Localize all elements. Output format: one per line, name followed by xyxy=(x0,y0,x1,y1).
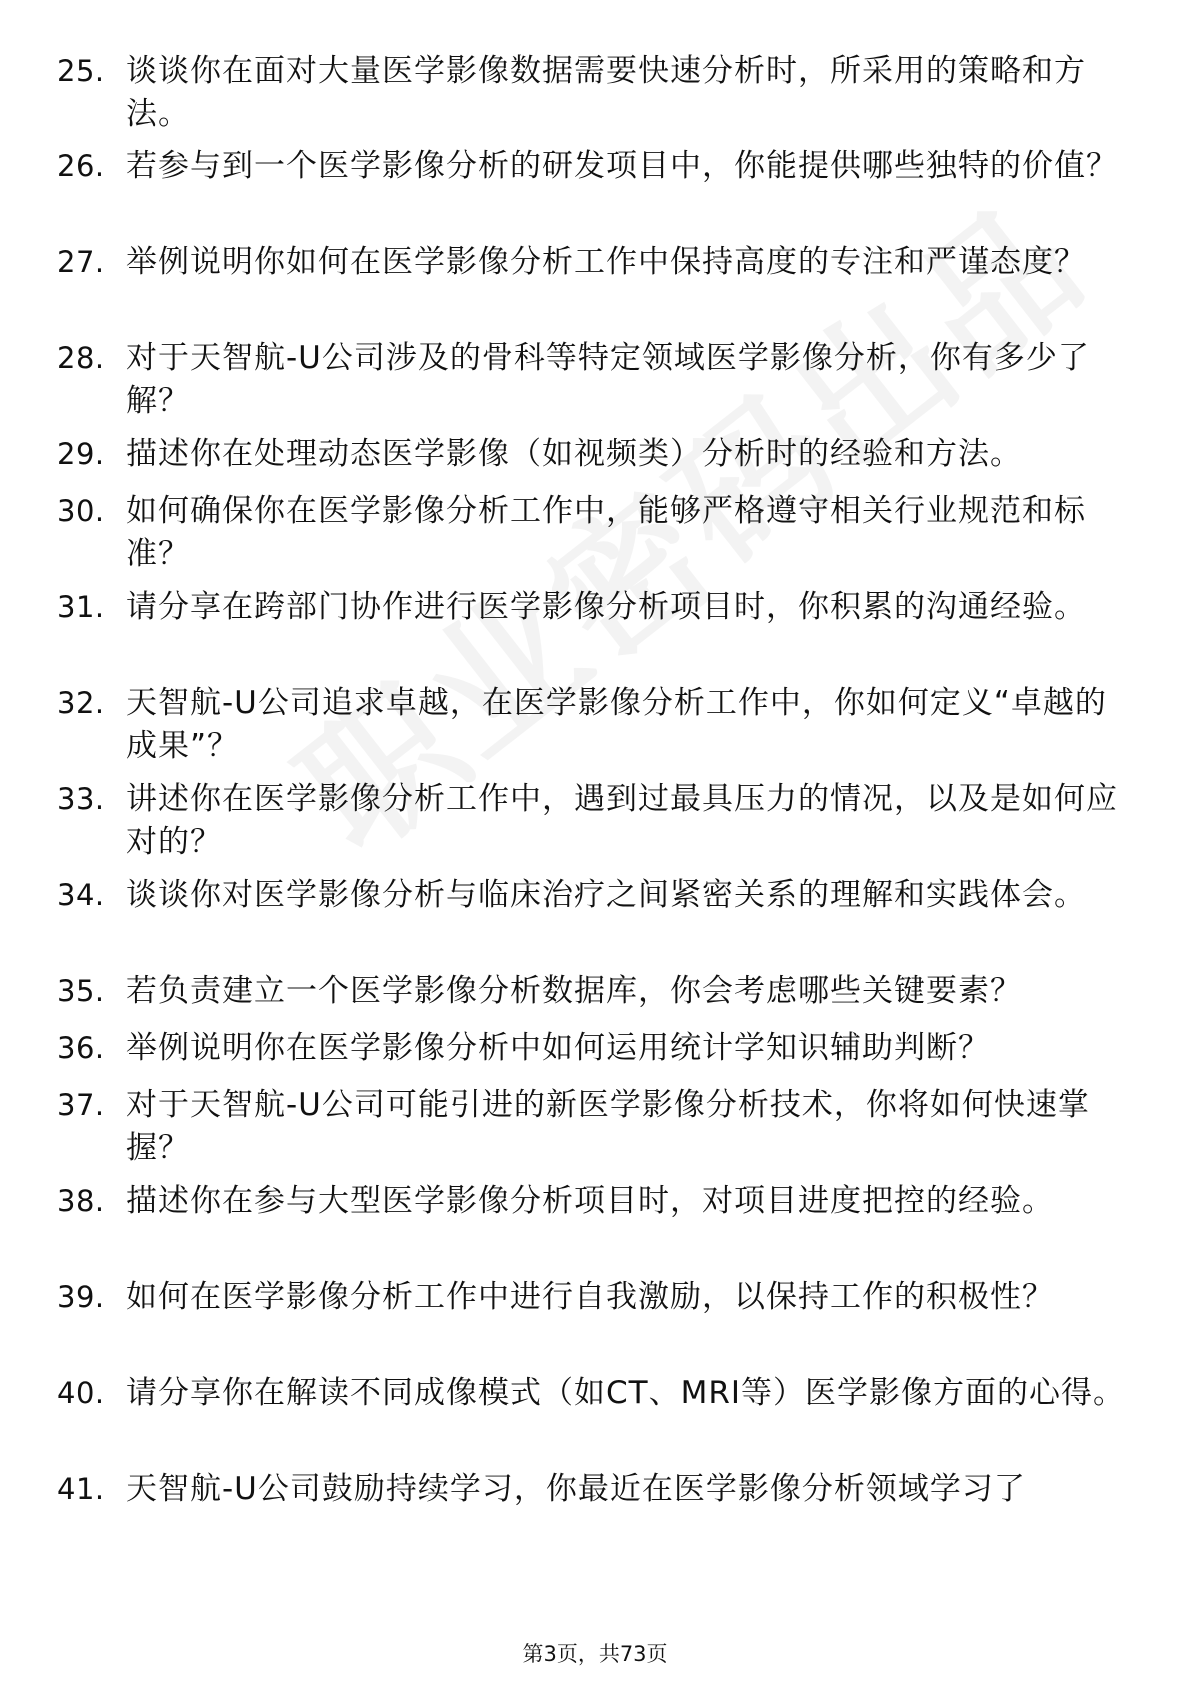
question-number: 40. xyxy=(57,1376,105,1410)
question-number: 29. xyxy=(57,437,105,471)
question-text: 若负责建立一个医学影像分析数据库，你会考虑哪些关键要素？ xyxy=(126,973,1022,1009)
question-number: 41. xyxy=(57,1472,105,1506)
question-number: 32. xyxy=(57,686,105,720)
question-number: 30. xyxy=(57,494,105,528)
question-text: 讲述你在医学影像分析工作中，遇到过最具压力的情况，以及是如何应对的？ xyxy=(126,781,1118,860)
question-number: 26. xyxy=(57,149,105,183)
question-text: 举例说明你在医学影像分析中如何运用统计学知识辅助判断？ xyxy=(126,1030,990,1066)
question-text: 描述你在参与大型医学影像分析项目时，对项目进度把控的经验。 xyxy=(126,1183,1054,1219)
question-text: 描述你在处理动态医学影像（如视频类）分析时的经验和方法。 xyxy=(126,436,1022,472)
question-text: 谈谈你在面对大量医学影像数据需要快速分析时，所采用的策略和方法。 xyxy=(126,53,1086,132)
question-number: 34. xyxy=(57,878,105,912)
question-number: 25. xyxy=(57,54,105,88)
question-number: 36. xyxy=(57,1031,105,1065)
question-text: 请分享在跨部门协作进行医学影像分析项目时，你积累的沟通经验。 xyxy=(126,589,1086,625)
question-text: 对于天智航-U公司可能引进的新医学影像分析技术，你将如何快速掌握？ xyxy=(126,1087,1090,1166)
question-text: 对于天智航-U公司涉及的骨科等特定领域医学影像分析，你有多少了解？ xyxy=(126,340,1090,419)
question-text: 如何在医学影像分析工作中进行自我激励，以保持工作的积极性？ xyxy=(126,1279,1054,1315)
question-number: 33. xyxy=(57,782,105,816)
question-text: 谈谈你对医学影像分析与临床治疗之间紧密关系的理解和实践体会。 xyxy=(126,877,1086,913)
question-text: 天智航-U公司鼓励持续学习，你最近在医学影像分析领域学习了 xyxy=(126,1471,1026,1507)
question-text: 举例说明你如何在医学影像分析工作中保持高度的专注和严谨态度？ xyxy=(126,244,1086,280)
question-number: 28. xyxy=(57,341,105,375)
question-text: 请分享你在解读不同成像模式（如CT、MRI等）医学影像方面的心得。 xyxy=(126,1375,1126,1411)
question-text: 如何确保你在医学影像分析工作中，能够严格遵守相关行业规范和标准？ xyxy=(126,493,1086,572)
question-number: 38. xyxy=(57,1184,105,1218)
question-text: 若参与到一个医学影像分析的研发项目中，你能提供哪些独特的价值？ xyxy=(126,148,1118,184)
question-text: 天智航-U公司追求卓越，在医学影像分析工作中，你如何定义“卓越的成果”？ xyxy=(126,685,1107,764)
page-footer: 第3页，共73页 xyxy=(522,1642,668,1666)
question-number: 37. xyxy=(57,1088,105,1122)
question-number: 39. xyxy=(57,1280,105,1314)
question-number: 31. xyxy=(57,590,105,624)
question-number: 35. xyxy=(57,974,105,1008)
question-number: 27. xyxy=(57,245,105,279)
